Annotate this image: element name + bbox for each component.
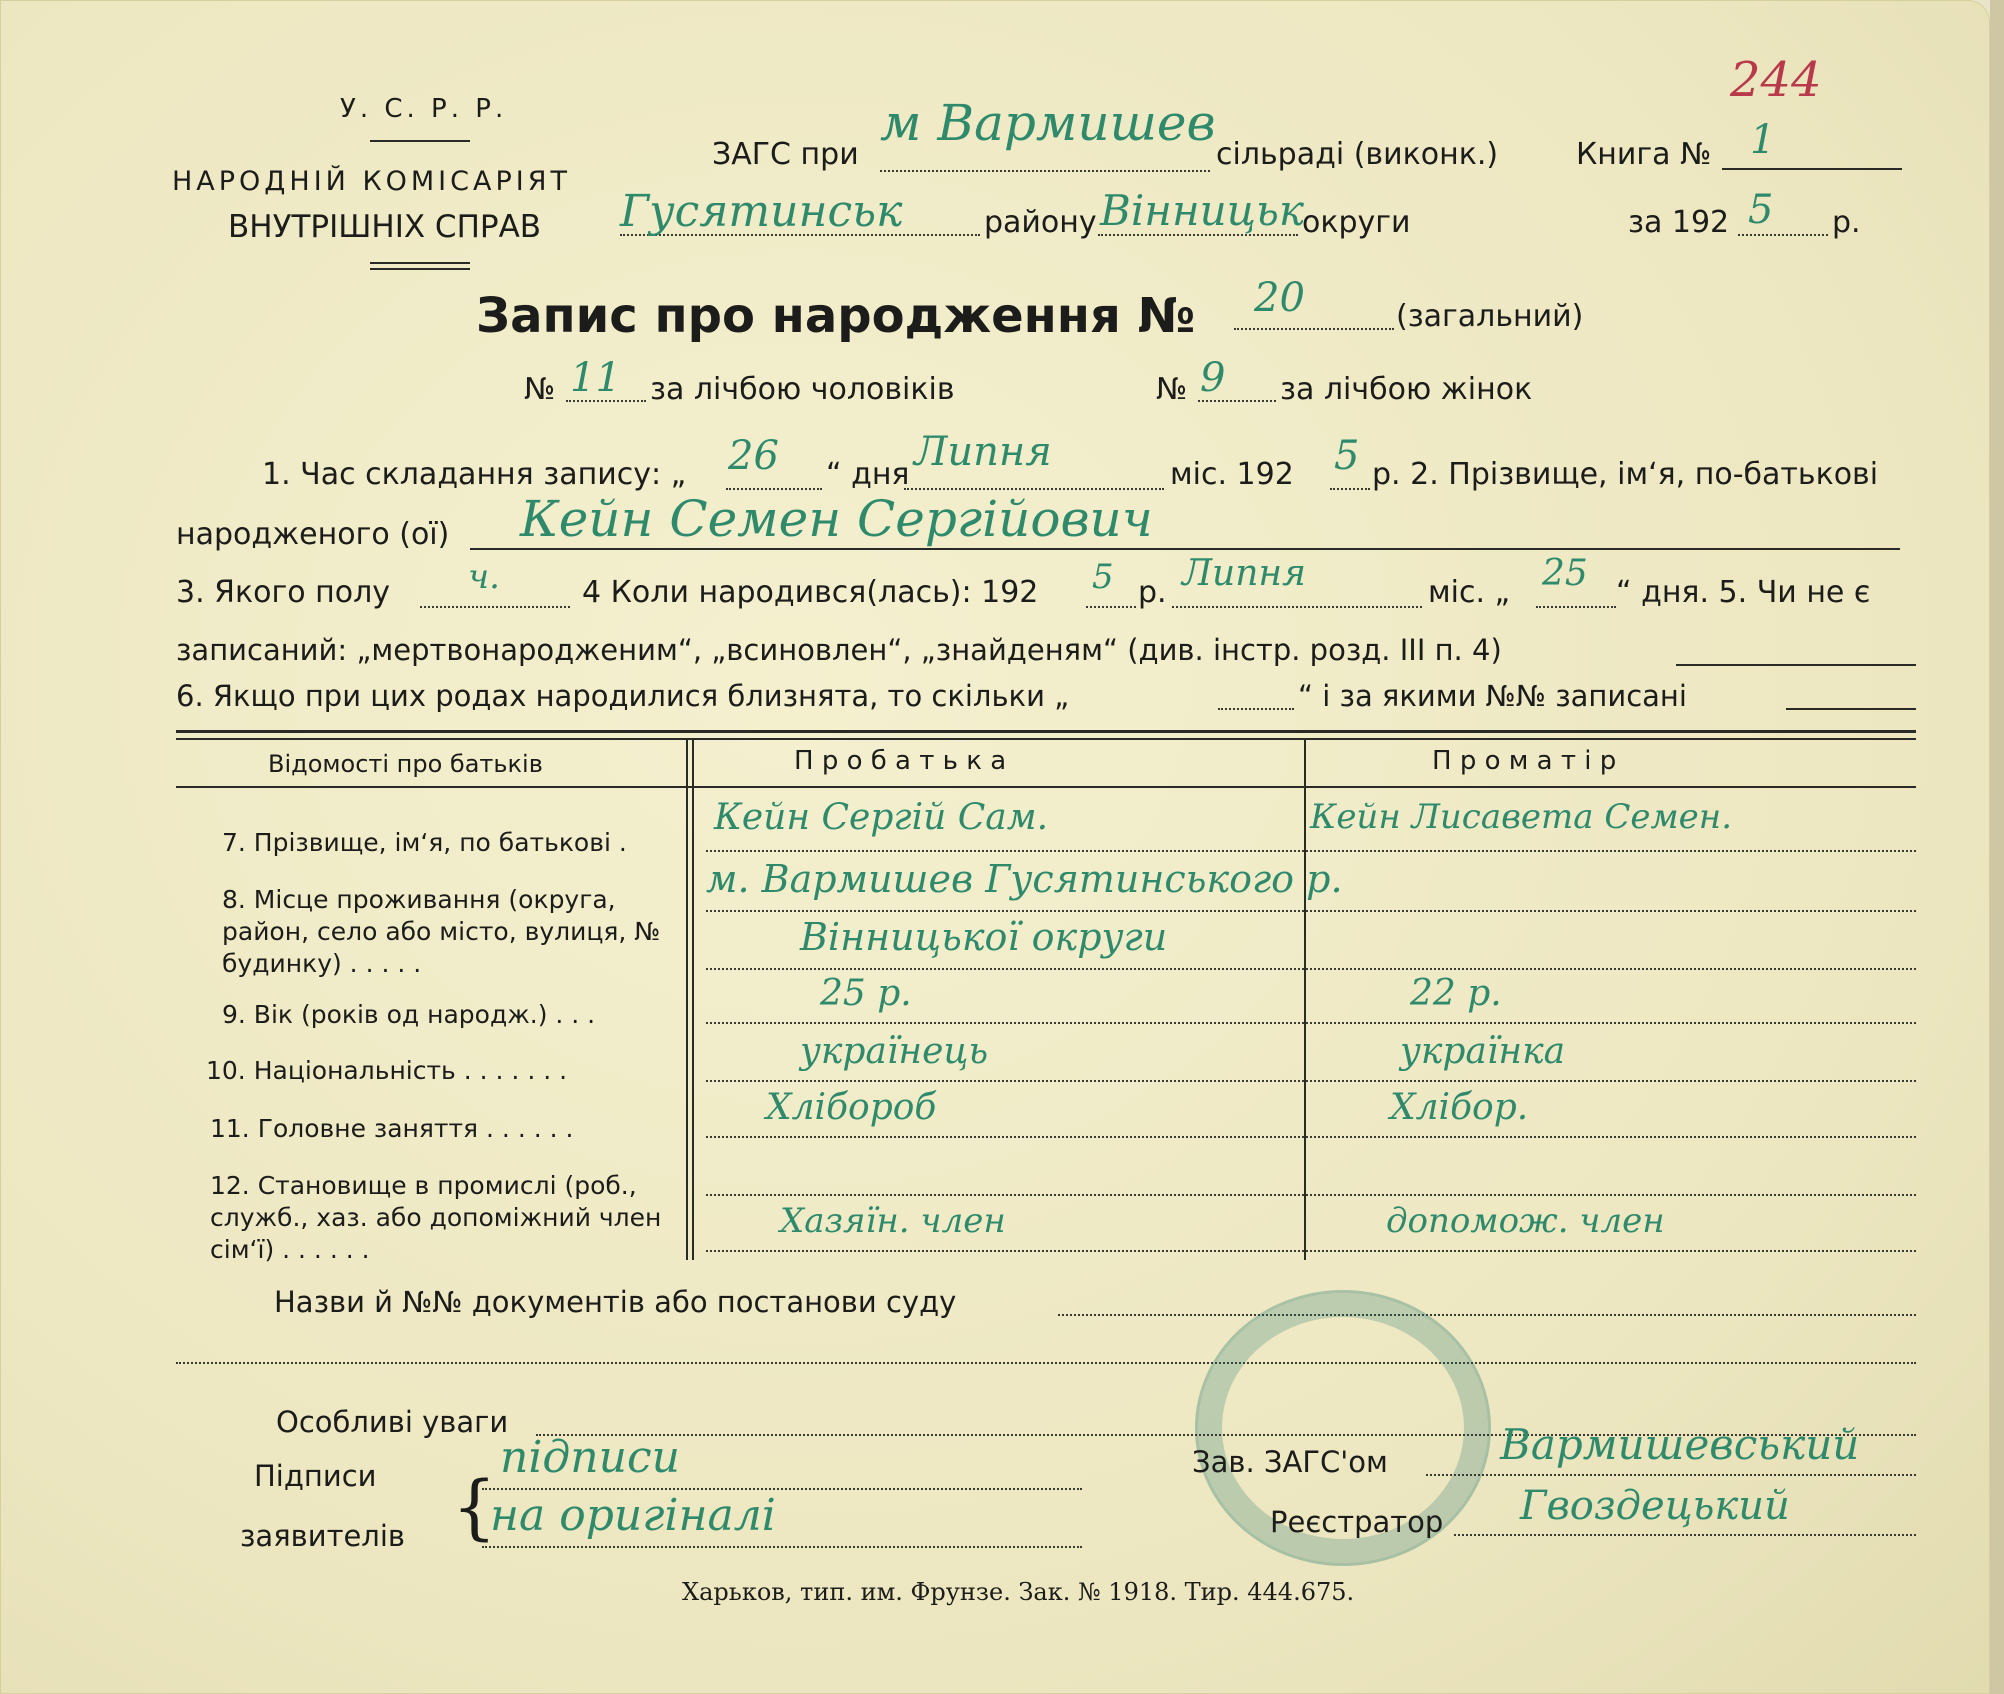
field4-month-hw: Липня bbox=[1182, 553, 1306, 594]
field4-year-hw: 5 bbox=[1092, 557, 1114, 597]
zags-village-hw: м Вармишев bbox=[880, 94, 1216, 152]
men-prefix: № bbox=[524, 372, 556, 407]
printer-imprint: Харьков, тип. им. Фрунзе. Зак. № 1918. Тир. 444.675. bbox=[682, 1578, 1355, 1606]
field3-label: 3. Якого полу bbox=[176, 575, 391, 610]
table-col-divider-1 bbox=[686, 738, 688, 1260]
header-rule bbox=[370, 140, 470, 142]
field4-label: 4 Коли народився(лась): 192 bbox=[582, 575, 1039, 610]
field1-month-suffix: міс. 192 bbox=[1170, 457, 1294, 492]
signatures-hw-2: на оригіналі bbox=[490, 1490, 776, 1541]
header-double-rule-2 bbox=[370, 268, 470, 270]
table-father-hw: Кейн Сергій Сам. bbox=[714, 797, 1049, 838]
field2-label: народженого (ої) bbox=[176, 517, 450, 552]
women-count-hw: 9 bbox=[1200, 355, 1226, 401]
registrar-label: Реєстратор bbox=[1270, 1505, 1444, 1539]
table-father-hw: українець bbox=[800, 1031, 989, 1072]
republic-abbr: У. С. Р. Р. bbox=[340, 94, 508, 124]
registrar-line bbox=[1454, 1534, 1916, 1536]
field4-year-line bbox=[1086, 606, 1136, 608]
year-hw: 5 bbox=[1748, 187, 1774, 233]
field1-label: 1. Час складання запису: „ bbox=[262, 457, 687, 492]
header-double-rule-1 bbox=[370, 262, 470, 264]
field4-day-line bbox=[1536, 606, 1616, 608]
zags-village-suffix: сільраді (виконк.) bbox=[1216, 137, 1499, 172]
table-row-label: 8. Місце проживання (округа, район, село або місто, вулиця, № будинку) . . . . . bbox=[222, 885, 661, 978]
field4-year-suffix: р. bbox=[1138, 575, 1167, 610]
table-mother-hw: 22 р. bbox=[1410, 973, 1502, 1014]
field1-month-hw: Липня bbox=[914, 429, 1052, 475]
record-number-line bbox=[1234, 328, 1394, 330]
table-father-hw: м. Вармишев Гусятинського р. bbox=[706, 857, 1343, 901]
book-number-hw: 1 bbox=[1750, 117, 1776, 163]
field1-day-suffix: “ дня bbox=[826, 457, 910, 492]
table-mother-hw: Хлібор. bbox=[1390, 1087, 1529, 1128]
table-header-col3: П р о м а т і р bbox=[1432, 746, 1617, 776]
table-father-hw: 25 р. bbox=[820, 973, 912, 1014]
head-signature-hw: Вармишевський bbox=[1500, 1420, 1860, 1469]
record-title-suffix: (загальний) bbox=[1396, 299, 1584, 334]
table-top-rule-2 bbox=[176, 738, 1916, 740]
field3-hw: ч. bbox=[468, 557, 500, 597]
commissariat-line1: НАРОДНІЙ КОМІСАРІЯТ bbox=[172, 166, 571, 197]
table-row-line bbox=[706, 968, 1916, 970]
record-title: Запис про народження № bbox=[476, 288, 1196, 344]
documents-label: Назви й №№ документів або постанови суду bbox=[274, 1285, 957, 1319]
documents-line bbox=[1058, 1314, 1916, 1316]
field4-month-suffix: міс. „ bbox=[1428, 575, 1511, 610]
table-header-col2: П р о б а т ь к а bbox=[794, 746, 1007, 776]
men-count-hw: 11 bbox=[570, 355, 621, 401]
field2-line bbox=[470, 548, 1900, 550]
zags-label: ЗАГС при bbox=[712, 137, 859, 172]
field6-line bbox=[1786, 708, 1916, 710]
table-row-line bbox=[706, 1194, 1916, 1196]
field2-hw: Кейн Семен Сергійович bbox=[520, 490, 1153, 548]
table-row-label: 12. Становище в промислі (роб., служб., хаз. або допоміжний член сім‘ї) . . . . . . bbox=[210, 1171, 662, 1264]
field5-text: записаний: „мертвонародженим“, „всиновлен“, „знайденям“ (див. інстр. розд. III п. 4) bbox=[176, 633, 1502, 667]
table-top-rule bbox=[176, 730, 1916, 733]
book-label: Книга № bbox=[1576, 137, 1712, 172]
table-row-label: 10. Національність . . . . . . . bbox=[206, 1056, 568, 1085]
table-row-line bbox=[706, 1250, 1916, 1252]
table-col-divider-1b bbox=[692, 738, 694, 1260]
zags-village-line bbox=[880, 170, 1210, 172]
field5-line bbox=[1676, 664, 1916, 666]
commissariat-line2: ВНУТРІШНІХ СПРАВ bbox=[228, 209, 542, 245]
okruga-hw: Вінницьк bbox=[1100, 186, 1304, 235]
table-row-line bbox=[706, 1136, 1916, 1138]
field4-tail: “ дня. 5. Чи не є bbox=[1616, 575, 1871, 610]
corner-number-hw: 244 bbox=[1730, 52, 1822, 108]
table-mother-hw: Вінницької округи bbox=[800, 915, 1168, 959]
table-row-line bbox=[706, 910, 1916, 912]
field1-tail: р. 2. Прізвище, ім‘я, по-батькові bbox=[1372, 457, 1879, 492]
book-number-line bbox=[1722, 168, 1902, 170]
table-father-hw: Хазяїн. член bbox=[780, 1201, 1006, 1241]
district-hw: Гусятинськ bbox=[620, 186, 903, 237]
field4-day-hw: 25 bbox=[1542, 553, 1588, 594]
documents-line-2 bbox=[176, 1362, 1916, 1364]
field6-text: 6. Якщо при цих родах народилися близнята, то скільки „ bbox=[176, 679, 1070, 713]
signatures-line-2 bbox=[482, 1546, 1082, 1548]
women-prefix: № bbox=[1156, 372, 1188, 407]
signatures-label-1: Підписи bbox=[254, 1459, 377, 1493]
signatures-label-2: заявителів bbox=[240, 1519, 405, 1553]
registrar-signature-hw: Гвоздецький bbox=[1520, 1483, 1790, 1529]
table-row-label: 7. Прізвище, ім‘я, по батькові . bbox=[222, 828, 627, 857]
year-suffix: р. bbox=[1832, 205, 1861, 240]
table-mother-hw: українка bbox=[1400, 1031, 1566, 1072]
table-father-hw: Хлібороб bbox=[766, 1087, 937, 1128]
remarks-label: Особливі уваги bbox=[276, 1405, 509, 1439]
table-header-col1: Відомості про батьків bbox=[268, 750, 543, 778]
record-number-hw: 20 bbox=[1254, 275, 1305, 321]
table-row-label: 9. Вік (років од народж.) . . . bbox=[222, 1000, 596, 1029]
okruga-label: округи bbox=[1302, 205, 1411, 240]
field4-month-line bbox=[1172, 606, 1422, 608]
table-row-line bbox=[706, 1022, 1916, 1024]
table-col-divider-2 bbox=[1304, 738, 1306, 1260]
year-label: за 192 bbox=[1628, 205, 1730, 240]
women-label: за лічбою жінок bbox=[1280, 372, 1533, 407]
table-mother-hw: Кейн Лисавета Семен. bbox=[1310, 797, 1732, 837]
signatures-brace: { bbox=[452, 1466, 497, 1548]
table-row-line bbox=[706, 1080, 1916, 1082]
signatures-hw-1: підписи bbox=[500, 1432, 680, 1483]
table-row-line bbox=[706, 850, 1916, 852]
head-label: Зав. ЗАГС'ом bbox=[1192, 1445, 1388, 1479]
table-header-rule bbox=[176, 786, 1916, 788]
field3-line bbox=[420, 606, 570, 608]
field1-year-hw: 5 bbox=[1334, 433, 1360, 479]
table-row-label: 11. Головне заняття . . . . . . bbox=[210, 1114, 574, 1143]
field1-year-line bbox=[1330, 488, 1370, 490]
page-edge bbox=[1990, 0, 2004, 1694]
field6-count-line bbox=[1218, 708, 1294, 710]
district-label: району bbox=[984, 205, 1097, 240]
table-mother-hw: допомож. член bbox=[1386, 1201, 1665, 1241]
field1-day-hw: 26 bbox=[728, 433, 779, 479]
head-line bbox=[1426, 1474, 1916, 1476]
year-line bbox=[1738, 234, 1828, 236]
men-label: за лічбою чоловіків bbox=[650, 372, 955, 407]
field6-tail: “ і за якими №№ записані bbox=[1298, 679, 1687, 713]
